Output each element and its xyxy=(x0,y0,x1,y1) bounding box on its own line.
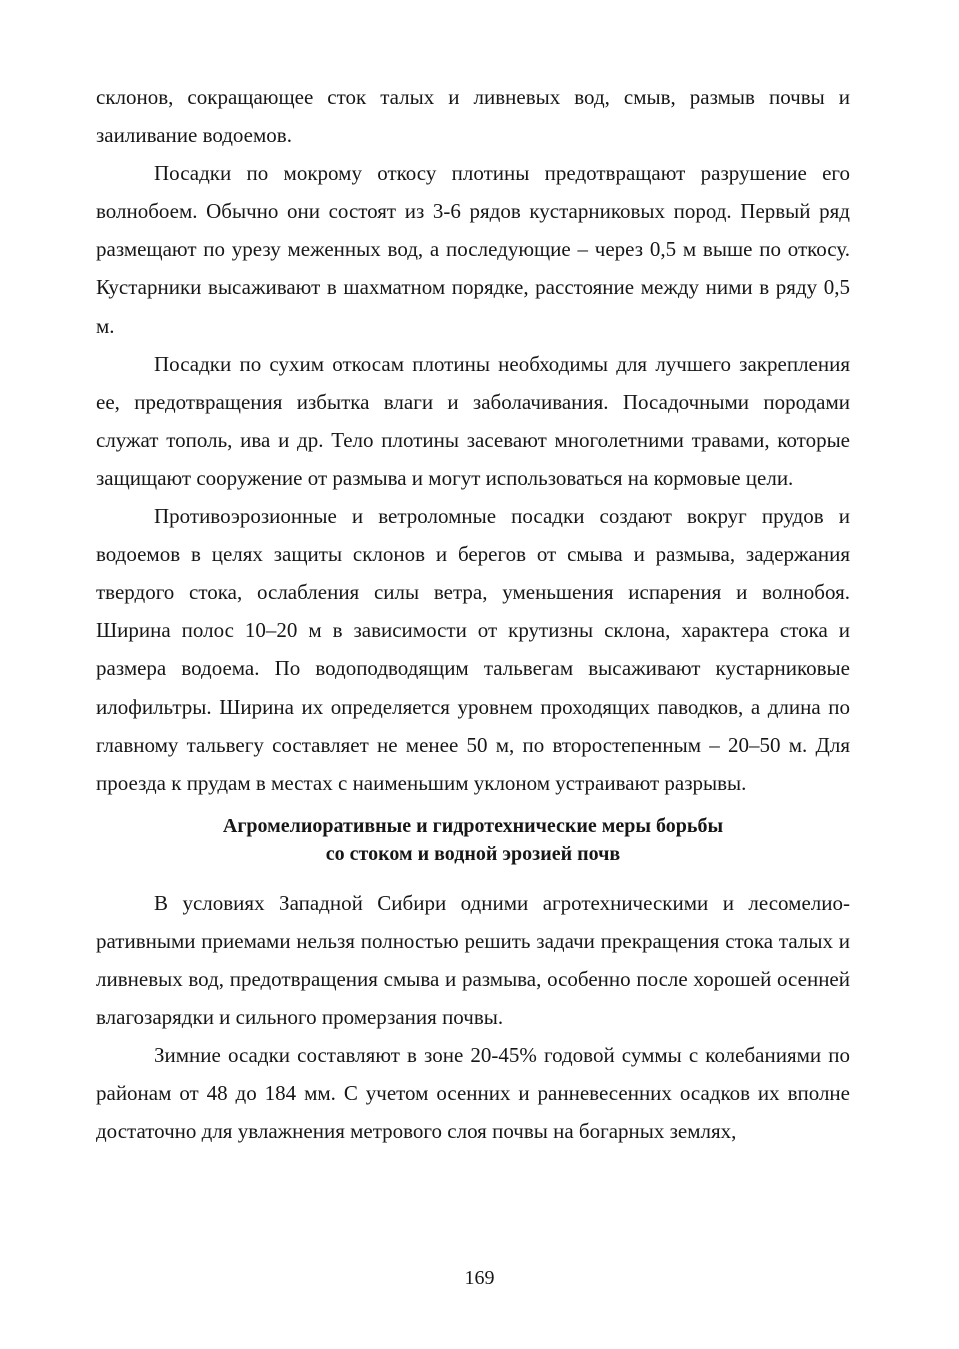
paragraph-1: склонов, сокращающее сток талых и ливневых вод, смыв, размыв почвы и заиливание водоемов. xyxy=(96,85,850,148)
section-heading-line-1: Агромелиоративные и гидротехнические меры борьбы xyxy=(222,814,724,837)
section-heading xyxy=(96,812,850,868)
section-heading-line-2: со стоком и водной эрозией почв xyxy=(325,842,621,865)
page-number: 169 xyxy=(464,1267,495,1289)
paragraph-6: Зимние осадки составляют в зоне 20-45% годовой суммы с колебаниями по районам от 48 до 184 мм. С учетом осенних и ранневесенних осадков их вполне достаточно для увлажнения метрового слоя почвы на богарных землях, xyxy=(96,1043,850,1144)
paragraph-4: Противоэрозионные и ветроломные посадки создают вокруг прудов и водоемов в целях защиты склонов и берегов от смыва и размыва, задержания твердого стока, ослабления силы ветра, уменьшения испарения и волнобоя. Ширина полос 10–20 м в зависимости от крутизны склона, характера стока и размера водоема. По водоподводящим тальвегам высаживают кустарниковые илофильтры. Ширина их определяется уровнем проходящих паводков, а длина по главному тальвегу составляет не менее 50 м, по второстепенным – 20–50 м. Для проезда к прудам в местах с наименьшим уклоном устраивают разрывы. xyxy=(96,504,850,795)
document-page xyxy=(96,78,850,1150)
paragraph-5: В условиях Западной Сибири одними агротехническими и лесомелиоративными приемами нельзя полностью решить задачи прекращения стока талых и ливневых вод, предотвращения смыва и размыва, особенно после хорошей осенней влагозарядки и сильного промерзания почвы. xyxy=(96,890,850,1030)
paragraph-3: Посадки по сухим откосам плотины необходимы для лучшего закрепления ее, предотвращения избытка влаги и заболачивания. Посадочными породами служат тополь, ива и др. Тело плотины засевают многолетними травами, которые защищают сооружение от размыва и могут использоваться на кормовые цели. xyxy=(96,351,850,490)
paragraph-2: Посадки по мокрому откосу плотины предотвращают разрушение его волнобоем. Обычно они состоят из 3-6 рядов кустарниковых пород. Первый ряд размещают по урезу меженных вод, а последующие – через 0,5 м выше по откосу. Кустарники высаживают в шахматном порядке, расстояние между ними в ряду 0,5 м. xyxy=(96,161,850,338)
